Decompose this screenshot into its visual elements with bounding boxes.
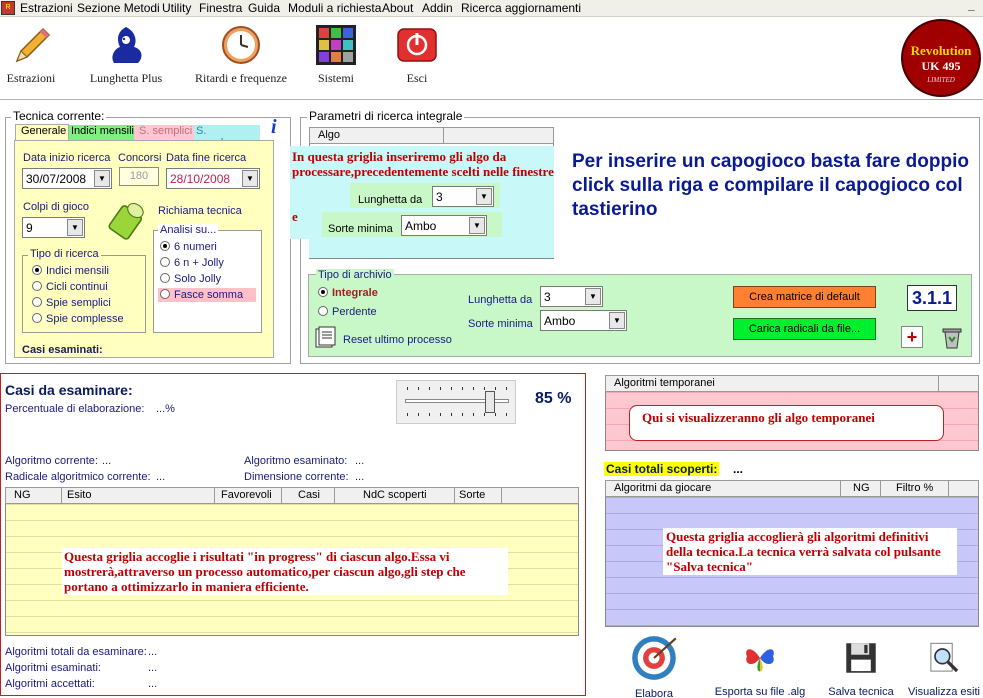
- start-date-picker[interactable]: 30/07/2008 ▼: [22, 168, 112, 189]
- chevron-down-icon: ▼: [67, 219, 83, 236]
- examined-algo-label: Algoritmo esaminato:: [244, 455, 348, 467]
- percent-label: Percentuale di elaborazione:: [5, 403, 145, 415]
- info-icon[interactable]: i: [271, 116, 277, 138]
- temp-grid-header: [605, 375, 979, 392]
- archive-length-select[interactable]: 3 ▼: [540, 286, 603, 307]
- radio-spie-semplici[interactable]: Spie semplici: [32, 297, 111, 309]
- col-favorevoli: Favorevoli: [221, 489, 272, 501]
- pencil-icon: [9, 23, 53, 67]
- col-filtro: Filtro %: [896, 482, 934, 494]
- accepted-algos-label: Algoritmi accettati:: [5, 678, 95, 690]
- logo-line1: Revolution: [910, 43, 972, 58]
- menu-utility[interactable]: Utility: [162, 1, 192, 15]
- sistemi-button[interactable]: [308, 17, 364, 86]
- toolbar: [0, 17, 983, 100]
- info-text: Per inserire un capogioco basta fare doppio click sulla riga e compilare il capogioco col tastierino: [572, 151, 969, 220]
- progress-title: Casi da esaminare:: [5, 382, 133, 398]
- archive-length-label: Lunghetta da: [468, 294, 533, 306]
- current-algo-value: ...: [102, 455, 112, 467]
- current-radical-label: Radicale algoritmico corrente:: [5, 471, 151, 483]
- examined-algo-value: ...: [355, 455, 365, 467]
- draws-field[interactable]: 180: [119, 167, 159, 186]
- minimize-button[interactable]: _: [968, 0, 975, 12]
- found-value: ...: [733, 462, 744, 476]
- tab-generale[interactable]: Generale: [15, 124, 69, 140]
- algo-grid-cyan-bottom: [309, 236, 554, 258]
- archive-luck-select[interactable]: Ambo ▼: [540, 310, 627, 331]
- radio-spie-complesse[interactable]: Spie complesse: [32, 313, 124, 325]
- esci-label: Esci: [406, 71, 428, 85]
- flashlight-icon[interactable]: [102, 198, 148, 244]
- min-luck-label: Sorte minima: [328, 223, 393, 235]
- radio-6-numeri[interactable]: 6 numeri: [160, 241, 217, 253]
- min-luck-select[interactable]: Ambo ▼: [401, 215, 487, 236]
- visualizza-esiti-button[interactable]: Visualizza esiti: [905, 640, 983, 698]
- radio-perdente[interactable]: Perdente: [318, 306, 377, 318]
- cases-examined-label: Casi esaminati:: [22, 344, 103, 356]
- create-matrix-button[interactable]: Crea matrice di default: [733, 286, 876, 308]
- col-ndc-scoperti: NdC scoperti: [363, 489, 427, 501]
- algo-grid-header: [309, 127, 554, 144]
- clock-icon: [219, 23, 263, 67]
- col-sorte: Sorte: [459, 489, 486, 501]
- current-radical-value: ...: [156, 471, 166, 483]
- radio-cicli-continui[interactable]: Cicli continui: [32, 281, 108, 293]
- col-algoritmi-da-giocare: Algoritmi da giocare: [614, 482, 712, 494]
- menu-about[interactable]: About: [382, 1, 414, 15]
- logo-line2: UK 495: [921, 59, 961, 73]
- magnifier-icon: [926, 640, 962, 676]
- reset-icon[interactable]: [314, 326, 336, 348]
- col-esito: Esito: [67, 489, 92, 501]
- archive-luck-label: Sorte minima: [468, 318, 533, 330]
- percent-value: ...%: [156, 403, 175, 415]
- shots-select[interactable]: 9 ▼: [22, 217, 85, 238]
- chevron-down-icon: ▼: [242, 170, 258, 187]
- menu-estrazioni[interactable]: Estrazioni: [20, 1, 73, 15]
- current-algo-label: Algoritmo corrente:: [5, 455, 98, 467]
- end-date-picker[interactable]: 28/10/2008 ▼: [166, 168, 260, 189]
- col-casi: Casi: [298, 489, 321, 501]
- progress-grid-note: Questa griglia accoglie i risultati "in progress" di ciascun algo.Essa vi mostrerà,attraverso un processo automatico,per ciascun algo,gli step che portano a ottimizzarlo in maniera efficiente.: [62, 548, 508, 595]
- length-label: Lunghetta da: [358, 194, 423, 206]
- chevron-down-icon: ▼: [476, 188, 492, 205]
- butterfly-icon: [742, 640, 778, 676]
- app-icon[interactable]: R: [1, 1, 15, 15]
- length-select[interactable]: 3 ▼: [432, 186, 494, 207]
- technique-title: Tecnica corrente:: [13, 109, 105, 123]
- esci-button[interactable]: [390, 17, 444, 86]
- draws-label: Concorsi: [118, 152, 162, 164]
- current-size-value: ...: [355, 471, 365, 483]
- col-algoritmi-temporanei: Algoritmi temporanei: [614, 377, 715, 389]
- algo-column-header: Algo: [318, 129, 341, 141]
- target-icon: [630, 634, 678, 682]
- found-grid-header: [605, 480, 979, 497]
- version-badge: 3.1.1: [907, 285, 957, 311]
- processing-slider[interactable]: [396, 380, 516, 424]
- logo-line3: LIMITED: [927, 76, 955, 84]
- col-ng-found: NG: [853, 482, 870, 494]
- shots-label: Colpi di gioco: [23, 201, 90, 213]
- chevron-down-icon: ▼: [609, 312, 625, 329]
- params-title: Parametri di ricerca integrale: [309, 109, 463, 123]
- analysis-title: Analisi su...: [160, 224, 217, 236]
- reset-label[interactable]: Reset ultimo processo: [343, 334, 452, 346]
- lunghetta-plus-button[interactable]: [80, 17, 172, 86]
- load-radicals-button[interactable]: Carica radicali da file...: [733, 318, 876, 340]
- menu-guida[interactable]: Guida: [248, 1, 281, 15]
- tab-indici-mensili[interactable]: Indici mensili: [69, 125, 134, 140]
- temp-grid-note: Qui si visualizzeranno gli algo temporanei: [629, 405, 944, 441]
- esporta-button[interactable]: Esporta su file .alg: [712, 640, 808, 698]
- slider-thumb[interactable]: [485, 391, 495, 413]
- found-grid-note: Questa griglia accoglierà gli algoritmi definitivi della tecnica.La tecnica verrà salvata col pulsante "Salva tecnica": [663, 528, 957, 575]
- floppy-disk-icon: [843, 640, 879, 676]
- ritardi-frequenze-button[interactable]: [184, 17, 298, 86]
- recall-label: Richiama tecnica: [158, 205, 242, 217]
- end-date-label: Data fine ricerca: [166, 152, 247, 164]
- total-algos-value: ...: [148, 646, 158, 658]
- slider-ticks-bottom: [407, 413, 507, 416]
- menu-moduli-a-richiesta[interactable]: Moduli a richiesta: [288, 1, 382, 15]
- slider-percent: 85 %: [535, 390, 572, 407]
- progress-grid-header: [5, 487, 579, 504]
- chevron-down-icon: ▼: [469, 217, 485, 234]
- archive-title: Tipo di archivio: [318, 269, 392, 281]
- grid-icon: [314, 23, 358, 67]
- ritardi-frequenze-label: Ritardi e frequenze: [195, 71, 287, 85]
- radio-solo-jolly[interactable]: Solo Jolly: [160, 273, 221, 285]
- recycle-bin-icon[interactable]: [939, 324, 965, 350]
- menu-sezione-metodi[interactable]: Sezione Metodi: [77, 1, 160, 15]
- power-icon: [395, 23, 439, 67]
- start-date-label: Data inizio ricerca: [23, 152, 111, 164]
- radio-integrale[interactable]: Integrale: [318, 287, 378, 299]
- radio-fasce-somma[interactable]: Fasce somma: [158, 288, 256, 302]
- chevron-down-icon: ▼: [94, 170, 110, 187]
- examined-algos-label: Algoritmi esaminati:: [5, 662, 101, 674]
- menu-finestra[interactable]: Finestra: [199, 1, 243, 15]
- salva-tecnica-button[interactable]: Salva tecnica: [823, 640, 899, 698]
- current-size-label: Dimensione corrente:: [244, 471, 349, 483]
- col-ng: NG: [14, 489, 31, 501]
- estrazioni-label: Estrazioni: [6, 71, 56, 85]
- tab-s-semplici[interactable]: S. semplici: [134, 125, 194, 140]
- menu-bar: [0, 0, 983, 17]
- elabora-button[interactable]: Elabora: [622, 634, 686, 698]
- revolution-logo: [901, 19, 981, 97]
- algo-grid-note: In questa griglia inseriremo gli algo da processare,precedentemente scelti nelle finestre: [292, 149, 554, 179]
- lunghetta-plus-label: Lunghetta Plus: [89, 71, 163, 85]
- add-button[interactable]: +: [901, 326, 923, 348]
- slider-ticks-top: [407, 387, 507, 390]
- examined-algos-value: ...: [148, 662, 158, 674]
- search-type-title: Tipo di ricerca: [30, 248, 99, 260]
- estrazioni-button[interactable]: [0, 17, 62, 86]
- radio-6n-jolly[interactable]: 6 n + Jolly: [160, 257, 224, 269]
- sistemi-label: Sistemi: [317, 71, 354, 85]
- accepted-algos-value: ...: [148, 678, 158, 690]
- found-title: Casi totali scoperti:: [606, 462, 718, 476]
- chevron-down-icon: ▼: [585, 288, 601, 305]
- lottery-hand-icon: [104, 23, 148, 67]
- total-algos-label: Algoritmi totali da esaminare:: [5, 646, 147, 658]
- menu-ricerca-aggiornamenti[interactable]: Ricerca aggiornamenti: [461, 1, 582, 15]
- radio-indici-mensili[interactable]: Indici mensili: [32, 265, 109, 277]
- algo-grid-note-e: e: [292, 209, 298, 224]
- tab-s-complesse[interactable]: S.: [194, 125, 260, 140]
- menu-addin[interactable]: Addin: [422, 1, 453, 15]
